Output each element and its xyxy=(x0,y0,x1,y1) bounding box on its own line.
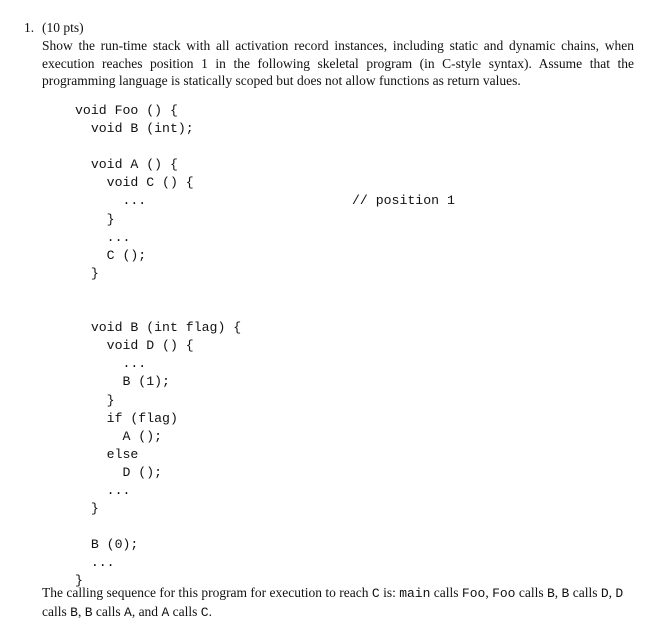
code-line: void C () { xyxy=(75,175,194,191)
code-line xyxy=(75,138,455,156)
code-line: if (flag) xyxy=(75,410,178,426)
code-line: ... xyxy=(75,229,131,245)
calling-sequence-note xyxy=(42,584,634,622)
note-code: C xyxy=(371,586,380,601)
code-line-position-1: ... // position 1 xyxy=(75,193,455,209)
code-line: void B (int flag) { xyxy=(75,320,242,336)
note-text: is: xyxy=(379,585,400,600)
note-text: calls xyxy=(515,585,547,600)
note-text: , and xyxy=(131,604,162,619)
code-line: void B (int); xyxy=(75,121,194,137)
code-line: ... xyxy=(75,482,131,498)
code-line: B (1); xyxy=(75,374,170,390)
code-line: D (); xyxy=(75,464,163,480)
note-code: A xyxy=(124,605,132,620)
code-line: ... xyxy=(75,356,147,372)
code-line: else xyxy=(75,446,139,462)
code-line xyxy=(75,283,455,301)
note-code: main xyxy=(399,586,431,601)
code-line: } xyxy=(75,392,115,408)
code-line: C (); xyxy=(75,247,147,263)
note-code: C xyxy=(200,605,209,620)
question-number: 1. xyxy=(24,20,35,35)
code-line xyxy=(75,518,455,536)
note-text: calls xyxy=(92,604,124,619)
code-line: } xyxy=(75,211,115,227)
note-code: Foo xyxy=(492,586,516,601)
code-line: ... xyxy=(75,555,115,571)
note-code: D xyxy=(615,586,624,601)
code-line: } xyxy=(75,573,83,589)
note-code: B xyxy=(70,605,78,620)
question-points: (10 pts) xyxy=(42,20,84,35)
note-code: B xyxy=(84,605,93,620)
code-line: B (0); xyxy=(75,537,139,553)
note-text: calls xyxy=(169,604,201,619)
note-text: , xyxy=(608,585,616,600)
code-line: A (); xyxy=(75,428,163,444)
note-text: . xyxy=(208,604,212,619)
note-code: D xyxy=(600,586,609,601)
code-line: } xyxy=(75,501,99,517)
note-text: calls xyxy=(42,604,71,619)
code-line xyxy=(75,301,455,319)
note-text: The calling sequence for this program for execution to reach xyxy=(42,585,372,600)
note-text: , xyxy=(554,585,562,600)
code-line: } xyxy=(75,265,99,281)
note-text: , xyxy=(77,604,85,619)
question-header xyxy=(24,20,84,36)
note-code: B xyxy=(561,586,570,601)
question-prompt: Show the run-time stack with all activation record instances, including static and dynamic chains, when execution reaches position 1 in the following skeletal program (in C-style syntax). Assume that the programming language is statically scoped but does not allow functions as return values. xyxy=(42,38,634,88)
code-listing xyxy=(75,102,455,591)
code-line: void Foo () { xyxy=(75,103,178,118)
note-code: B xyxy=(546,586,555,601)
code-line: void A () { xyxy=(75,157,178,173)
note-text: , xyxy=(485,585,493,600)
code-line: void D () { xyxy=(75,338,194,354)
note-text: calls xyxy=(430,585,462,600)
note-code: A xyxy=(161,605,170,620)
note-text: calls xyxy=(569,585,601,600)
note-code: Foo xyxy=(461,586,486,601)
